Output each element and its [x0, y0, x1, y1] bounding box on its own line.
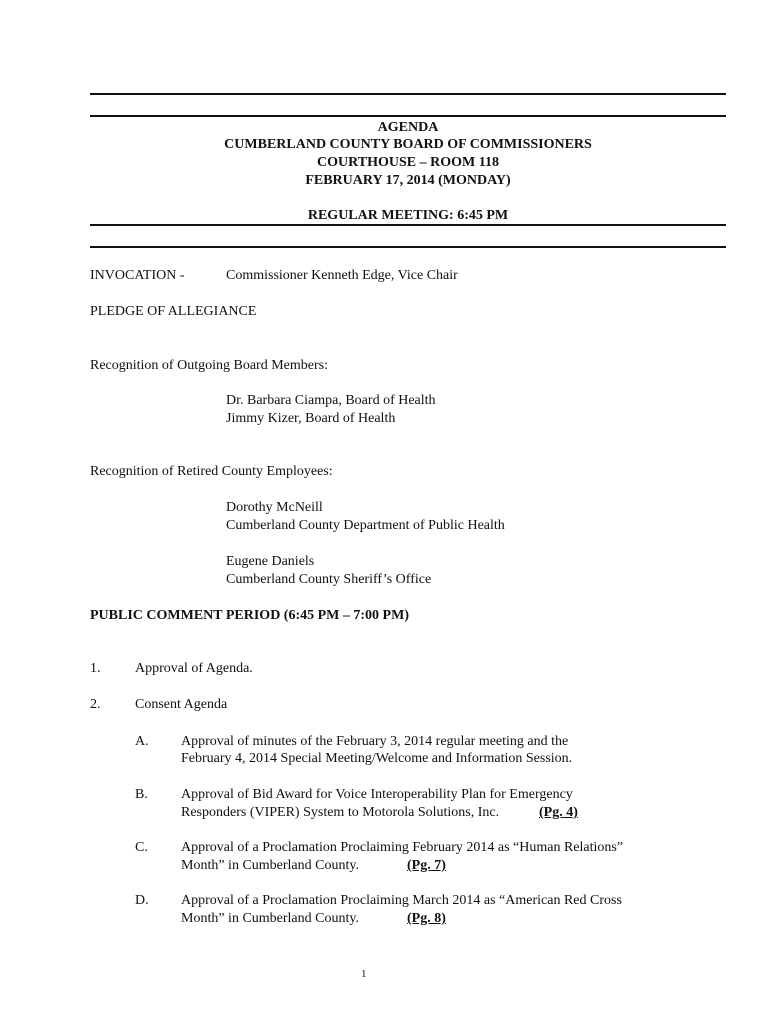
consent-line: Responders (VIPER) System to Motorola Solutions, Inc. [181, 805, 500, 820]
header-date: FEBRUARY 17, 2014 (MONDAY) [305, 173, 511, 188]
consent-line: Approval of a Proclamation Proclaiming March 2014 as “American Red Cross [181, 893, 622, 908]
page-reference-link: (Pg. 8) [407, 911, 446, 926]
header-rule-3 [90, 224, 726, 226]
header-rule-4 [90, 246, 726, 248]
retired-employee-dept: Cumberland County Department of Public Health [226, 518, 505, 533]
consent-letter: B. [135, 787, 148, 802]
consent-line: Month” in Cumberland County. [181, 858, 359, 873]
item-text: Approval of Agenda. [135, 661, 253, 676]
retired-employees-heading: Recognition of Retired County Employees: [90, 464, 333, 479]
top-rule-1 [90, 93, 726, 95]
consent-line: February 4, 2014 Special Meeting/Welcome and Information Session. [181, 751, 573, 766]
item-number: 2. [90, 697, 101, 712]
retired-employee-name: Eugene Daniels [226, 554, 315, 569]
consent-letter: C. [135, 840, 148, 855]
outgoing-members-heading: Recognition of Outgoing Board Members: [90, 358, 328, 373]
header-meeting-time: REGULAR MEETING: 6:45 PM [307, 208, 509, 223]
pledge-of-allegiance: PLEDGE OF ALLEGIANCE [90, 304, 257, 319]
header-board: CUMBERLAND COUNTY BOARD OF COMMISSIONERS [224, 137, 592, 152]
consent-line: Approval of a Proclamation Proclaiming February 2014 as “Human Relations” [181, 840, 624, 855]
invocation-value: Commissioner Kenneth Edge, Vice Chair [226, 268, 458, 283]
retired-employee-name: Dorothy McNeill [226, 500, 323, 515]
consent-letter: A. [135, 734, 149, 749]
consent-line: Approval of minutes of the February 3, 2014 regular meeting and the [181, 734, 569, 749]
consent-line: Approval of Bid Award for Voice Interoperability Plan for Emergency [181, 787, 573, 802]
page-number: 1 [361, 968, 367, 980]
page-reference-link: (Pg. 4) [539, 805, 578, 820]
consent-line: Month” in Cumberland County. [181, 911, 359, 926]
retired-employee-dept: Cumberland County Sheriff’s Office [226, 572, 432, 587]
top-rule-2 [90, 115, 726, 117]
consent-letter: D. [135, 893, 149, 908]
public-comment-period: PUBLIC COMMENT PERIOD (6:45 PM – 7:00 PM) [90, 608, 409, 623]
outgoing-member: Jimmy Kizer, Board of Health [226, 411, 396, 426]
invocation-label: INVOCATION - [90, 268, 185, 283]
header-agenda: AGENDA [377, 120, 439, 135]
item-text: Consent Agenda [135, 697, 228, 712]
item-number: 1. [90, 661, 101, 676]
header-location: COURTHOUSE – ROOM 118 [317, 155, 499, 170]
page-reference-link: (Pg. 7) [407, 858, 446, 873]
outgoing-member: Dr. Barbara Ciampa, Board of Health [226, 393, 436, 408]
